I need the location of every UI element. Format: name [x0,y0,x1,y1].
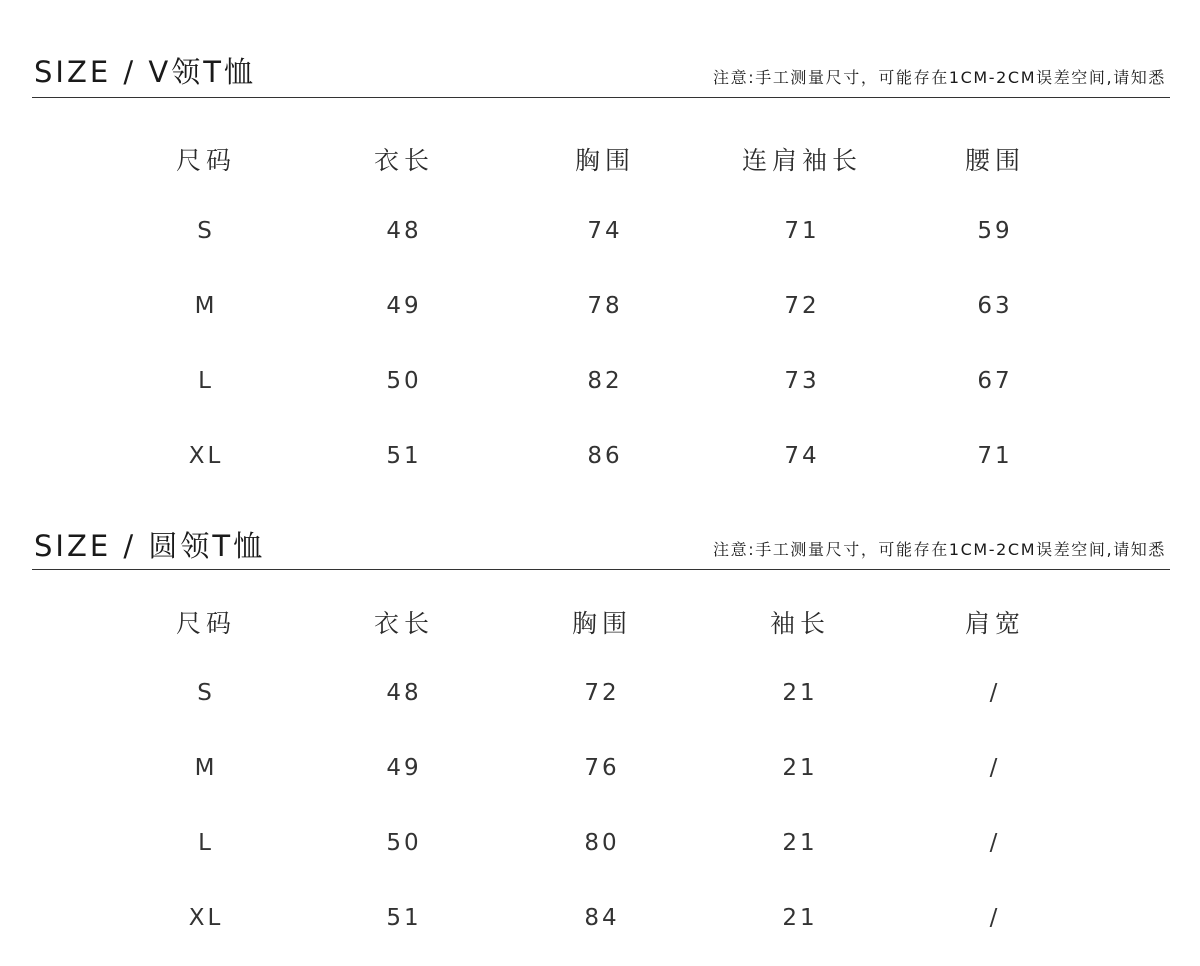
table-cell: 72 [584,680,620,706]
table-cell: / [989,830,1001,856]
table-cell: L [198,830,214,856]
table-cell: 71 [977,443,1013,469]
table-cell: 21 [782,680,818,706]
table-cell: 74 [784,443,820,469]
table-row [0,755,1200,795]
table-cell: S [197,680,215,706]
table-cell: 82 [587,368,623,394]
table-cell: 21 [782,830,818,856]
table-cell: 21 [782,755,818,781]
table-cell: 78 [587,293,623,319]
table-cell: 71 [784,218,820,244]
header-cell-sleeve: 袖长 [769,609,830,638]
table-cell: 48 [386,218,422,244]
table-row [0,830,1200,870]
table-cell: 49 [386,755,422,781]
table-cell: 59 [977,218,1013,244]
table-cell: S [197,218,215,244]
table-cell: 86 [587,443,623,469]
table-cell: 84 [584,905,620,931]
table-cell: 67 [977,368,1013,394]
table-row [0,443,1200,483]
header-cell-length: 衣长 [373,146,434,175]
header-cell-chest: 胸围 [574,146,635,175]
header-cell-size: 尺码 [175,609,236,638]
header-cell-chest: 胸围 [571,609,632,638]
table-cell: 63 [977,293,1013,319]
table-cell: 21 [782,905,818,931]
table-cell: 80 [584,830,620,856]
table-cell: 51 [386,905,422,931]
measurement-note: 注意:手工测量尺寸，可能存在1CM-2CM误差空间,请知悉 [713,68,1166,87]
table-cell: / [989,905,1001,931]
section-title: SIZE / V领T恤 [34,55,256,89]
table-row [0,680,1200,720]
section-header [0,48,1200,98]
header-cell-size: 尺码 [175,146,236,175]
table-cell: 48 [386,680,422,706]
table-cell: 72 [784,293,820,319]
table-cell: M [194,293,218,319]
table-cell: 74 [587,218,623,244]
table-row [0,293,1200,333]
table-cell: L [198,368,214,394]
table-cell: M [194,755,218,781]
section-header [0,522,1200,572]
section-title: SIZE / 圆领T恤 [34,529,266,563]
table-cell: 49 [386,293,422,319]
table-row [0,218,1200,258]
table-cell: XL [188,905,224,931]
header-cell-length: 衣长 [373,609,434,638]
header-cell-shoulder: 肩宽 [964,609,1025,638]
table-cell: XL [188,443,224,469]
table-cell: / [989,755,1001,781]
section-divider [32,569,1170,570]
table-cell: 51 [386,443,422,469]
table-header-row [0,141,1200,181]
table-cell: 76 [584,755,620,781]
table-cell: 73 [784,368,820,394]
table-header-row [0,604,1200,644]
header-cell-sleeve: 连肩袖长 [741,146,862,175]
header-cell-waist: 腰围 [964,146,1025,175]
table-row [0,905,1200,945]
section-divider [32,97,1170,98]
table-cell: 50 [386,830,422,856]
table-cell: 50 [386,368,422,394]
measurement-note: 注意:手工测量尺寸，可能存在1CM-2CM误差空间,请知悉 [713,540,1166,559]
table-row [0,368,1200,408]
table-cell: / [989,680,1001,706]
